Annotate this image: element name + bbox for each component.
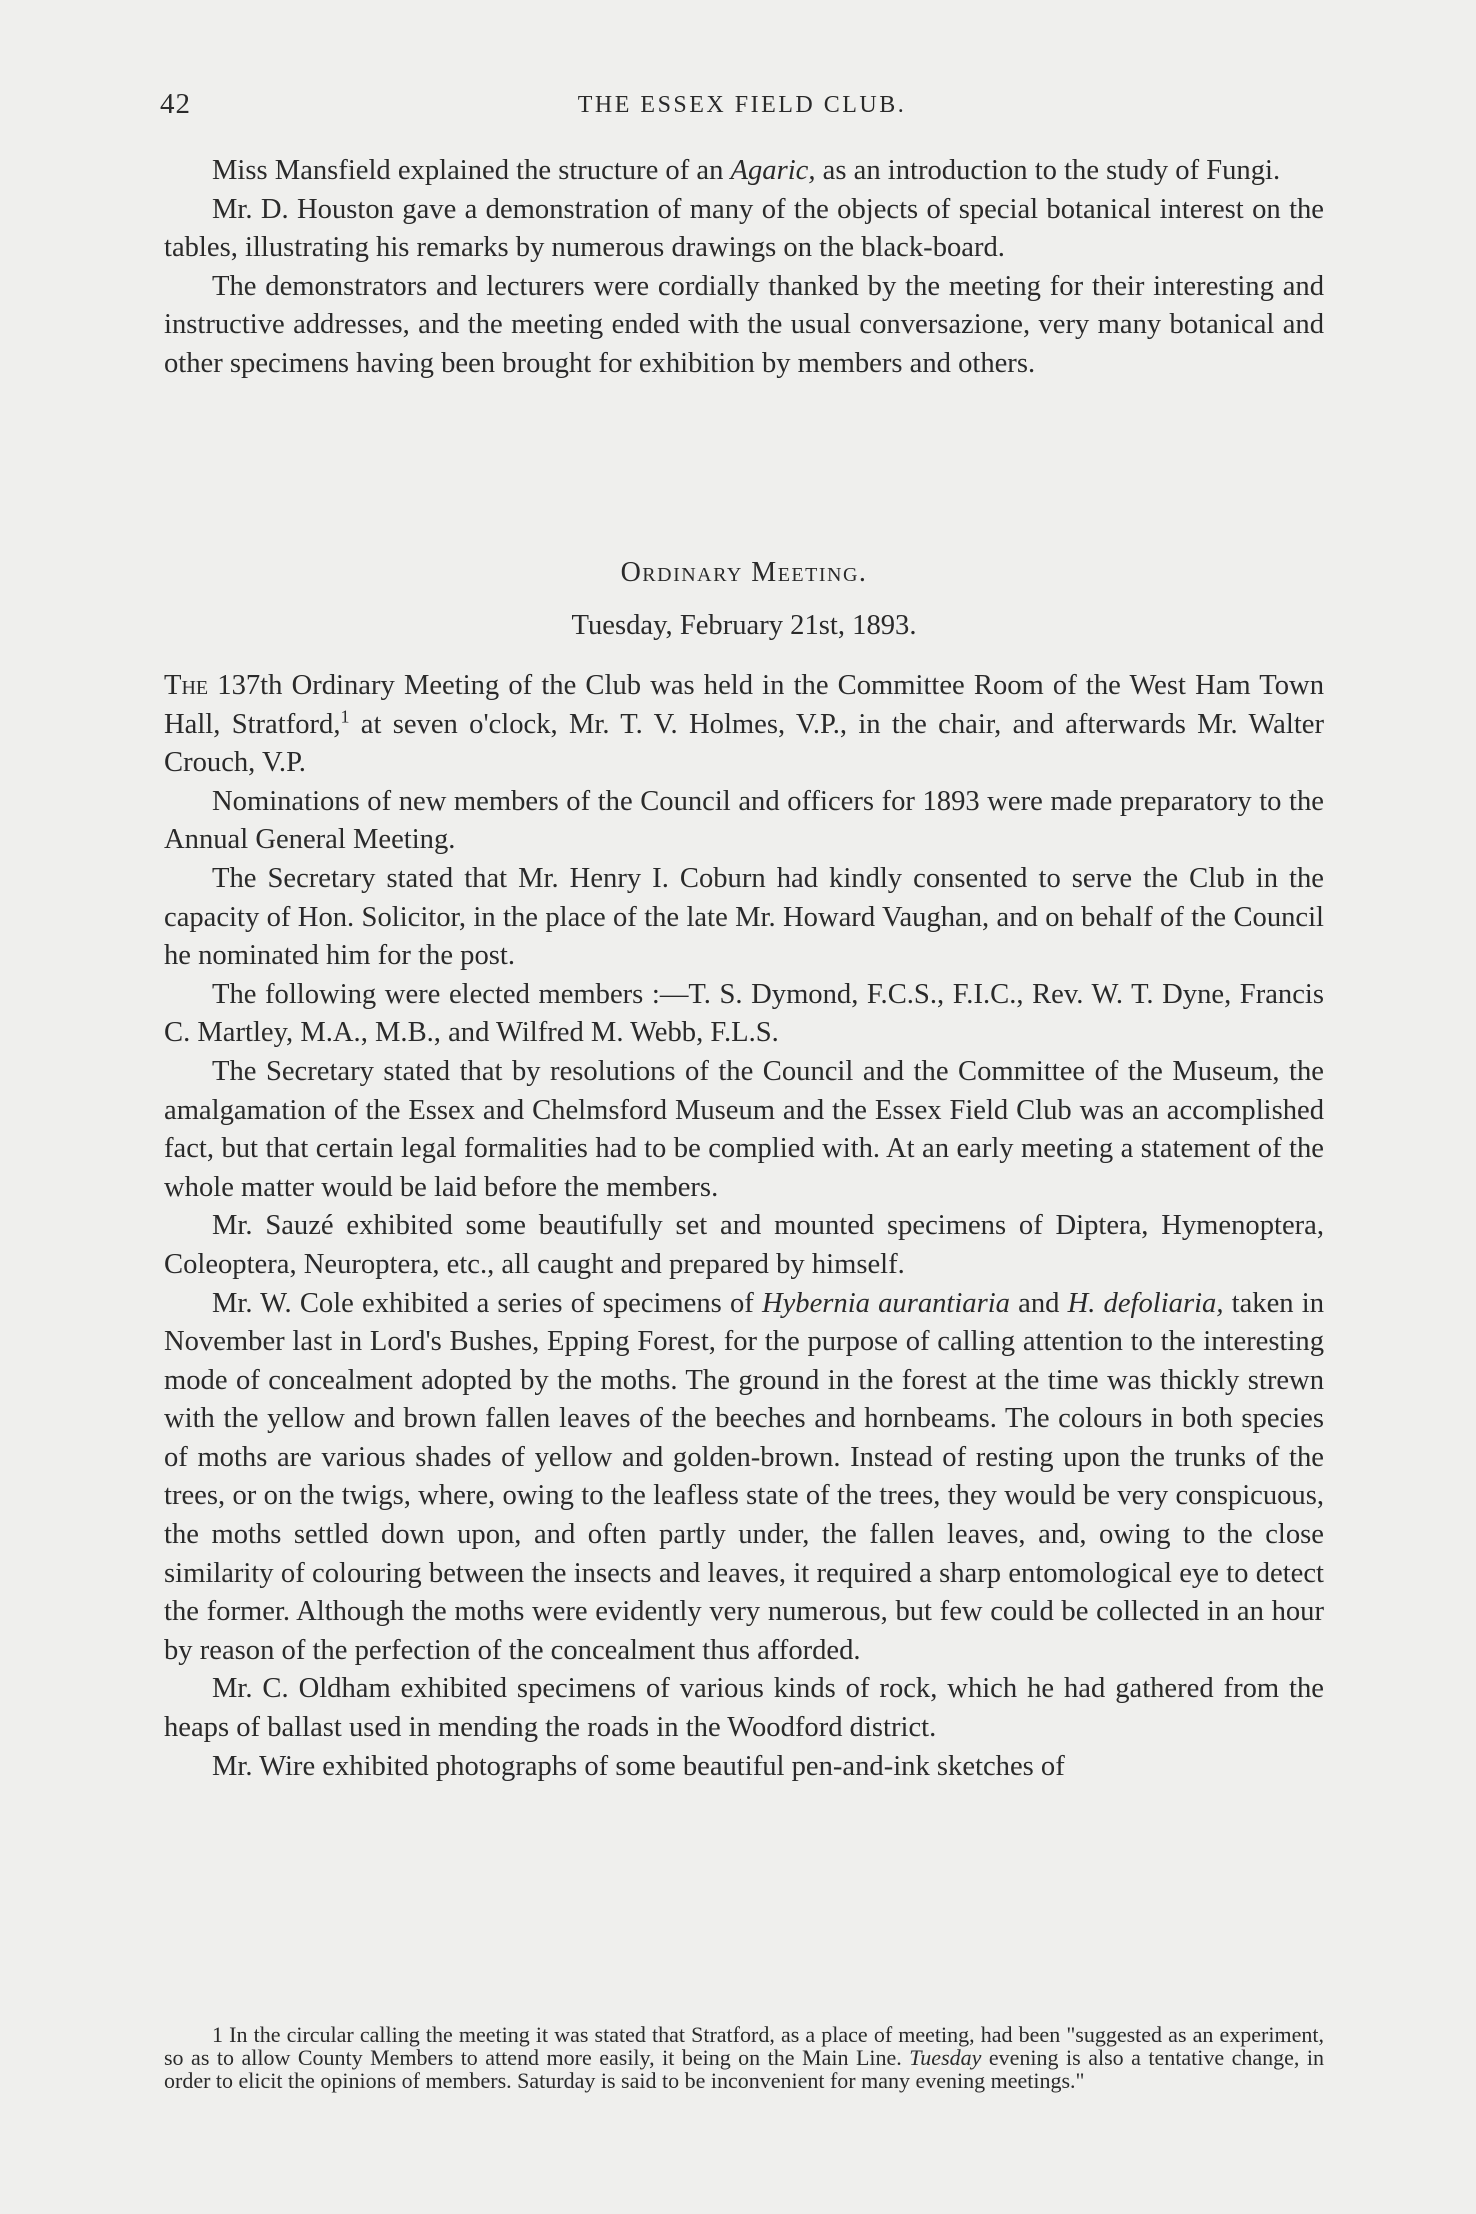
paragraph-solicitor: The Secretary stated that Mr. Henry I. Coburn had kindly consented to serve the Club in the capacity of Hon. Solicitor, in the place of the late Mr. Howard Vaughan, and on behalf of the Council he nominated him for the post.: [164, 862, 1324, 972]
italic-agaric: Agaric,: [730, 155, 816, 186]
paragraph-opening: The 137th Ordinary Meeting of the Club was held in the Committee Room of the West Ham Town Hall, Stratford,$^1$ at seven o'clock, Mr. T. V. Holmes, V.P., in the chair, and afterwards Mr. Walter Crouch, V.P.: [164, 670, 1324, 779]
italic-tuesday: Tuesday: [909, 2045, 982, 2070]
paragraph-elected: The following were elected members :—T. S. Dymond, F.C.S., F.I.C., Rev. W. T. Dyne, Francis C. Martley, M.A., M.B., and Wilfred M. Webb, F.L.S.: [164, 978, 1324, 1049]
paragraph-oldham: Mr. C. Oldham exhibited specimens of various kinds of rock, which he had gathered from the heaps of ballast used in mending the roads in the Woodford district.: [164, 1673, 1324, 1744]
section-title: Ordinary Meeting.: [620, 557, 868, 588]
footnote-mark: 1: [212, 2022, 223, 2047]
paragraph-thanks: The demonstrators and lecturers were cordially thanked by the meeting for their interesting and instructive addresses, and the meeting ended with the usual conversazione, very many botanical and other specimens having been brought for exhibition by members and others.: [164, 270, 1324, 379]
meeting-text-block: [164, 667, 1324, 1786]
paragraph-nominations: Nominations of new members of the Council and officers for 1893 were made preparatory to the Annual General Meeting.: [164, 785, 1324, 856]
paragraph-cole: Mr. W. Cole exhibited a series of specimens of Hybernia aurantiaria and H. defoliaria, taken in November last in Lord's Bushes, Epping Forest, for the purpose of calling attention to the interesting mode of concealment adopted by the moths. The ground in the forest at the time was thickly strewn with the yellow and brown fallen leaves of the beeches and hornbeams. The colours in both species of moths are various shades of yellow and golden-brown. Instead of resting upon the trunks of the trees, or on the twigs, where, owing to the leafless state of the trees, they would be very conspicuous, the moths settled down upon, and often partly under, the fallen leaves, and, owing to the close similarity of colouring between the insects and leaves, it required a sharp entomological eye to detect the former. Although the moths were evidently very numerous, but few could be collected in an hour by reason of the perfection of the concealment thus afforded.: [164, 1287, 1324, 1666]
top-text-block: [164, 152, 1324, 384]
section-date: Tuesday, February 21st, 1893.: [571, 610, 917, 641]
italic-hybernia: Hybernia aurantiaria: [761, 1287, 1010, 1319]
paragraph-sauze: Mr. Sauzé exhibited some beautifully set and mounted specimens of Diptera, Hymenoptera, Coleoptera, Neuroptera, etc., all caught and prepared by himself.: [164, 1210, 1324, 1280]
page-number: 42: [160, 88, 191, 120]
running-title: THE ESSEX FIELD CLUB.: [577, 92, 907, 118]
paragraph-wire: Mr. Wire exhibited photographs of some beautiful pen-and-ink sketches of: [212, 1750, 1065, 1782]
footnote-reference: 1: [340, 706, 350, 727]
paragraph-houston: Mr. D. Houston gave a demonstration of many of the objects of special botanical interest on the tables, illustrating his remarks by numerous drawings on the black-board.: [164, 193, 1324, 264]
page-header: [160, 88, 1324, 128]
paragraph-amalgamation: The Secretary stated that by resolutions of the Council and the Committee of the Museum, the amalgamation of the Essex and Chelmsford Museum and the Essex Field Club was an accomplished fact, but that certain legal formalities had to be complied with. At an early meeting a statement of the whole matter would be laid before the members.: [164, 1055, 1324, 1203]
paragraph-mansfield: Miss Mansfield explained the structure of an Agaric, as an introduction to the study of Fungi.: [212, 155, 1281, 186]
footnote: 1 In the circular calling the meeting it was stated that Stratford, as a place of meeting, had been "suggested as an experiment, so as to allow County Members to attend more easily, it being on the Main Line. Tuesday evening is also a tentative change, in order to elicit the opinions of members. Saturday is said to be inconvenient for many evening meetings.": [164, 2022, 1324, 2093]
italic-defoliaria: H. defoliaria,: [1067, 1287, 1224, 1319]
